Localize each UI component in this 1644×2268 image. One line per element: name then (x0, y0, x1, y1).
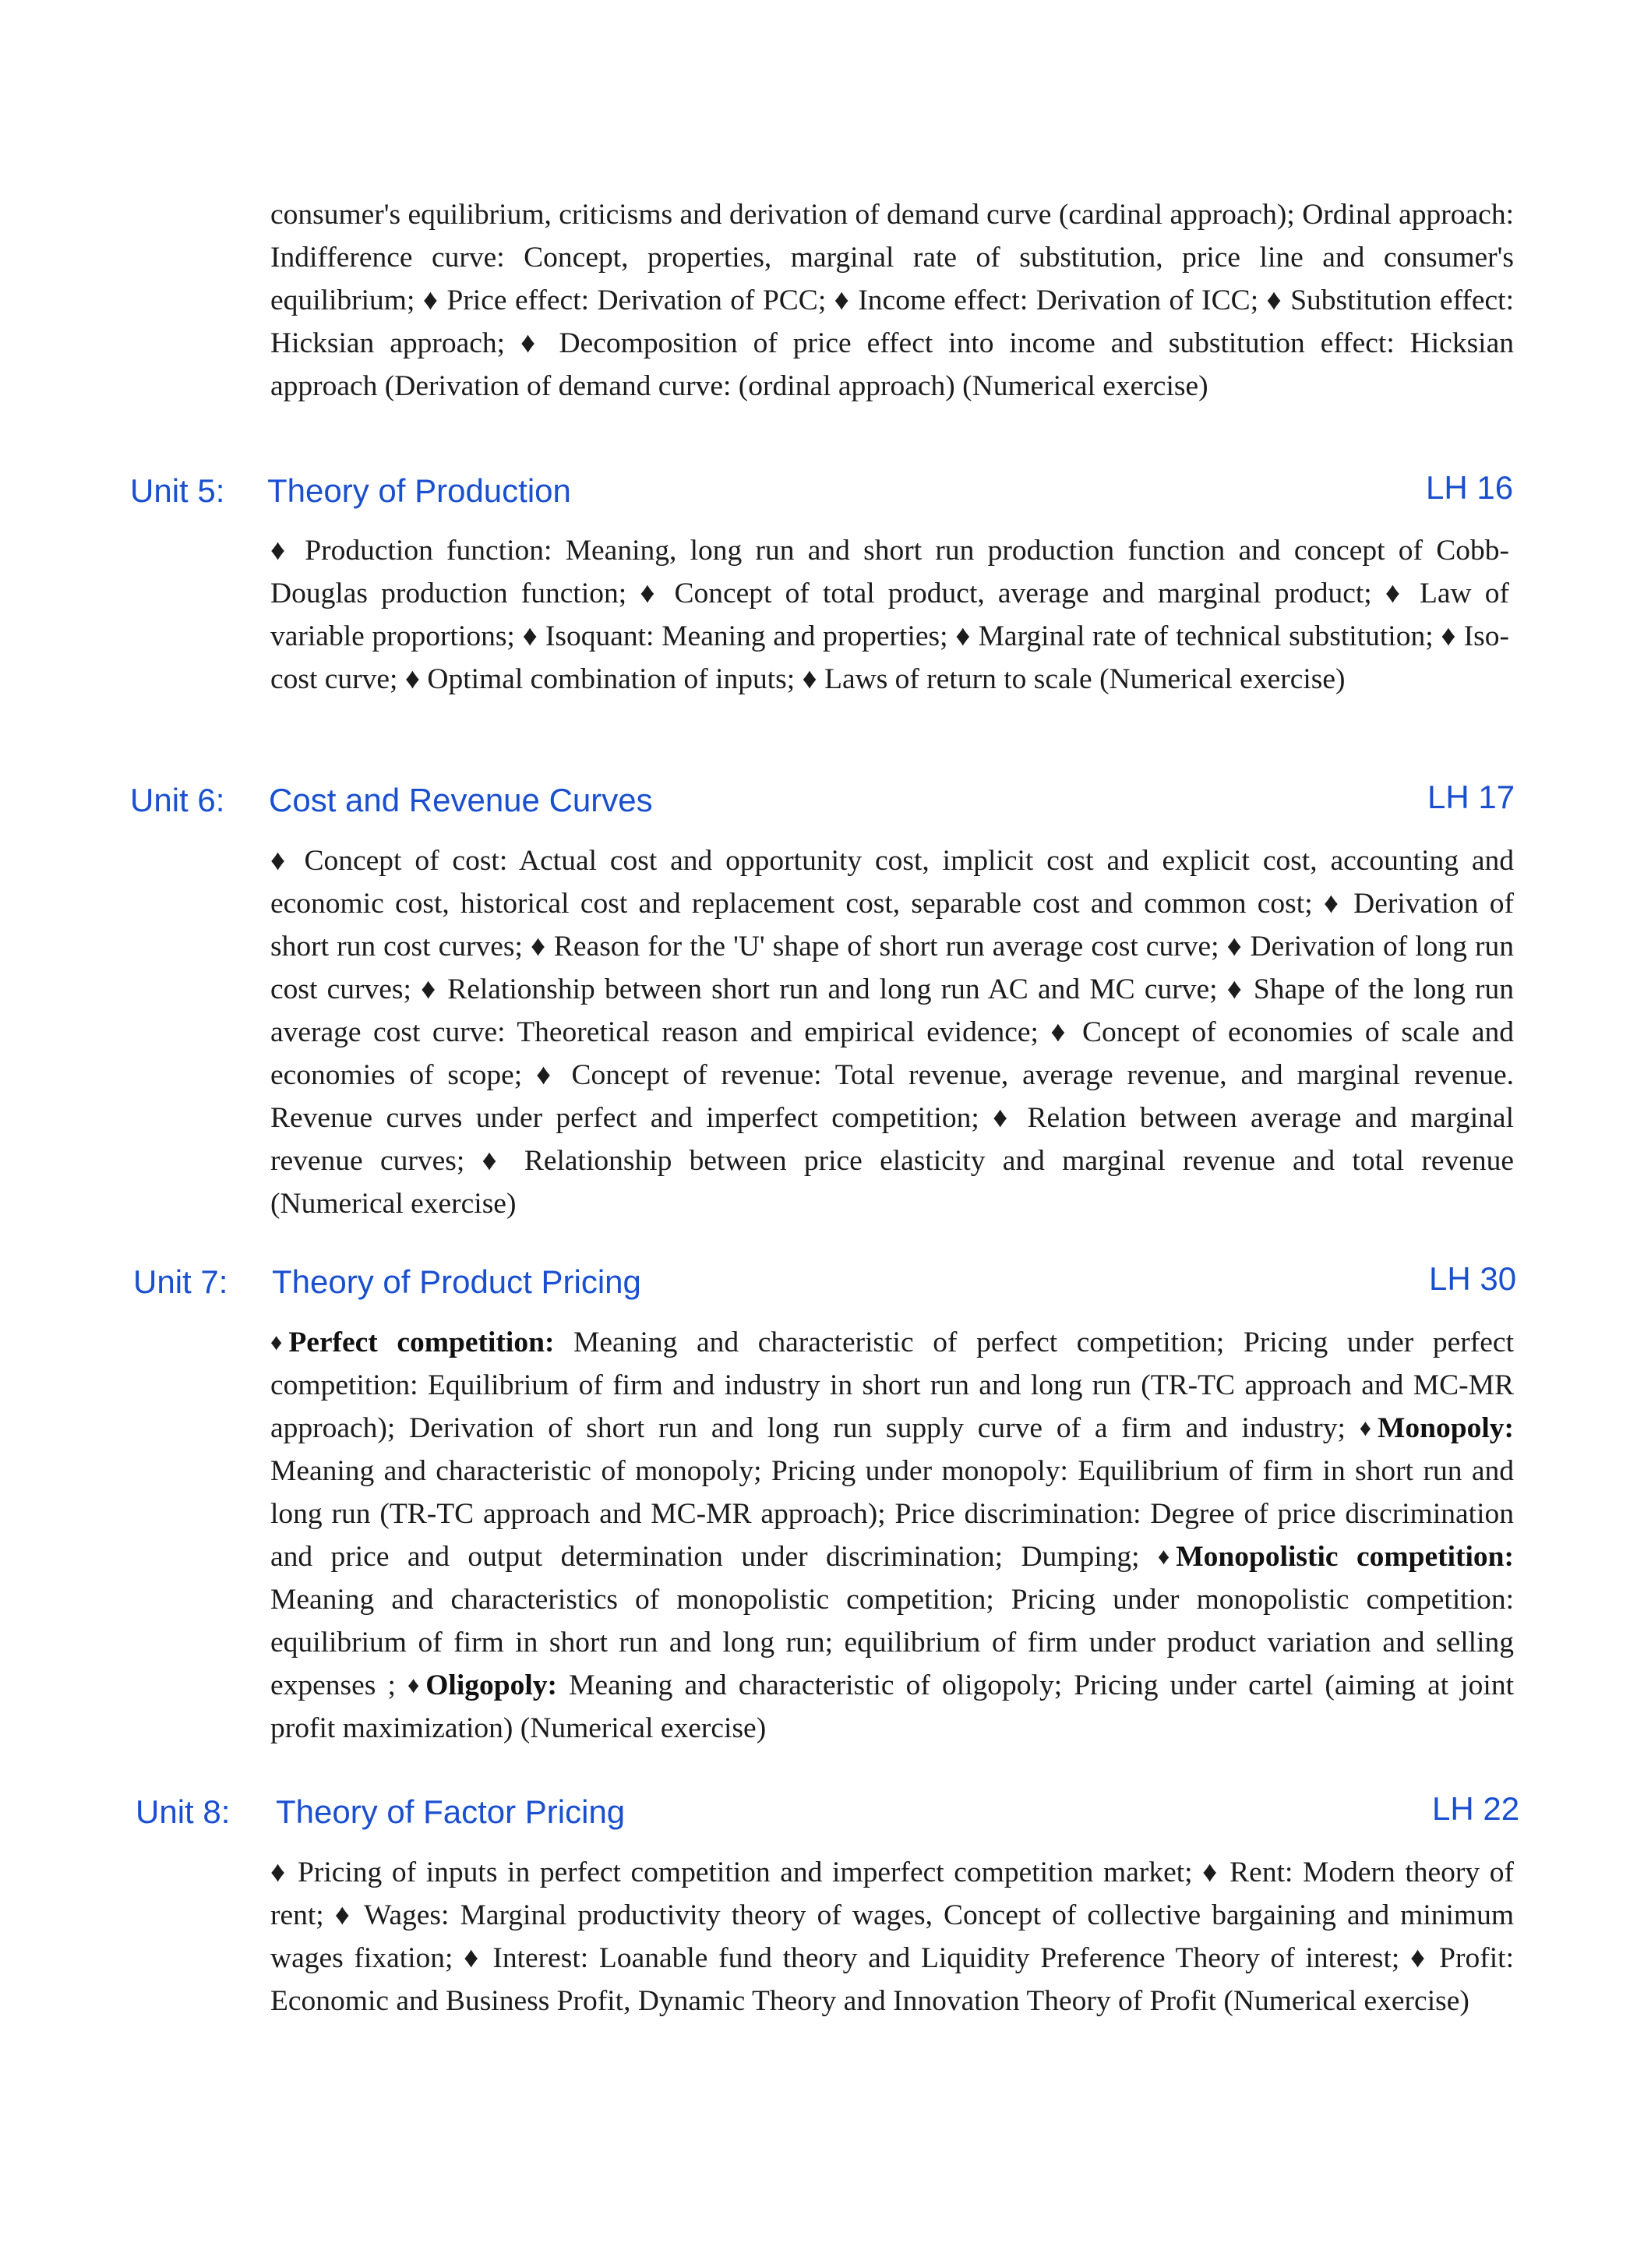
unit-7-label: Unit 7: (133, 1263, 228, 1300)
monopolistic-competition-term: Monopolistic competition: (1176, 1541, 1514, 1573)
unit-7-lecture-hours: LH 30 (1429, 1260, 1517, 1297)
bullet-diamond-icon: ♦ (270, 1330, 283, 1355)
unit-6-description: ♦ Concept of cost: Actual cost and opportunity cost, implicit cost and explicit cost, accounting and economic cost, historical cost and replacement cost, separable cost and common cost; ♦ Derivation of short run cost curves; ♦ Reason for the 'U' shape of short run average cost curve; ♦ Derivation of long run cost curves; ♦ Relationship between short run and long run AC and MC curve; ♦ Shape of the long run average cost curve: Theoretical reason and empirical evidence; ♦ Concept of economies of scale and economies of scope; ♦ Concept of revenue: Total revenue, average revenue, and marginal revenue. Revenue curves under perfect and imperfect competition; ♦ Relation between average and marginal revenue curves; ♦ Relationship between price elasticity and marginal revenue and total revenue (Numerical exercise) (270, 845, 1514, 1220)
bullet-diamond-icon: ♦ (1359, 1415, 1371, 1441)
oligopoly-term: Oligopoly: (425, 1669, 558, 1701)
oligopoly-text: Meaning and characteristic of oligopoly; Pricing under cartel (aiming at joint profit maximization) (Numerical exercise) (270, 1669, 1515, 1744)
unit-6-title: Cost and Revenue Curves (269, 782, 653, 818)
intro-paragraph: consumer's equilibrium, criticisms and derivation of demand curve (cardinal approach); Ordinal approach: Indifference curve: Concept, properties, marginal rate of substitution, price line and consumer's equilibrium; ♦ Price effect: Derivation of PCC; ♦ Income effect: Derivation of ICC; ♦ Substitution effect: Hicksian approach; ♦ Decomposition of price effect into income and substitution effect: Hicksian approach (Derivation of demand curve: (ordinal approach) (Numerical exercise) (270, 199, 1514, 402)
monopolistic-competition-text: Meaning and characteristics of monopolistic competition; Pricing under monopolistic competition: equilibrium of firm in short run and long run; equilibrium of firm under product variation and selling expenses ; (270, 1584, 1514, 1701)
unit-8-label: Unit 8: (136, 1793, 231, 1830)
perfect-competition-text: Meaning and characteristic of perfect competition; Pricing under perfect competition: Equilibrium of firm and industry in short run and long run (TR-TC approach and MC-MR approach); Derivation of short run and long run supply curve of a firm and industry; (270, 1327, 1514, 1444)
monopoly-text: Meaning and characteristic of monopoly; Pricing under monopoly: Equilibrium of firm in short run and long run (TR-TC approach and MC-MR approach); Price discrimination: Degree of price discrimination and price and output determination under discrimination; Dumping; (270, 1455, 1514, 1573)
unit-8-description: ♦ Pricing of inputs in perfect competition and imperfect competition market; ♦ Rent: Modern theory of rent; ♦ Wages: Marginal productivity theory of wages, Concept of collective bargaining and minimum wages fixation; ♦ Interest: Loanable fund theory and Liquidity Preference Theory of interest; ♦ Profit: Economic and Business Profit, Dynamic Theory and Innovation Theory of Profit (Numerical exercise) (270, 1856, 1514, 2017)
unit-8-lecture-hours: LH 22 (1432, 1790, 1520, 1827)
unit-7-title: Theory of Product Pricing (272, 1263, 641, 1300)
unit-5-description: ♦ Production function: Meaning, long run and short run production function and concept of Cobb-Douglas production function; ♦ Concept of total product, average and marginal product; ♦ Law of variable proportions; ♦ Isoquant: Meaning and properties; ♦ Marginal rate of technical substitution; ♦ Iso-cost curve; ♦ Optimal combination of inputs; ♦ Laws of return to scale (Numerical exercise) (270, 535, 1509, 695)
unit-6-label: Unit 6: (130, 782, 225, 818)
unit-5-title: Theory of Production (267, 472, 571, 509)
unit-8-title: Theory of Factor Pricing (276, 1793, 626, 1830)
unit-7-description (270, 1321, 1514, 1750)
unit-5-label: Unit 5: (130, 472, 225, 509)
bullet-diamond-icon: ♦ (1157, 1544, 1170, 1570)
monopoly-term: Monopoly: (1378, 1412, 1515, 1444)
unit-6-lecture-hours: LH 17 (1427, 779, 1515, 815)
bullet-diamond-icon: ♦ (407, 1673, 420, 1698)
unit-5-lecture-hours: LH 16 (1426, 469, 1514, 506)
perfect-competition-term: Perfect competition: (288, 1327, 555, 1358)
